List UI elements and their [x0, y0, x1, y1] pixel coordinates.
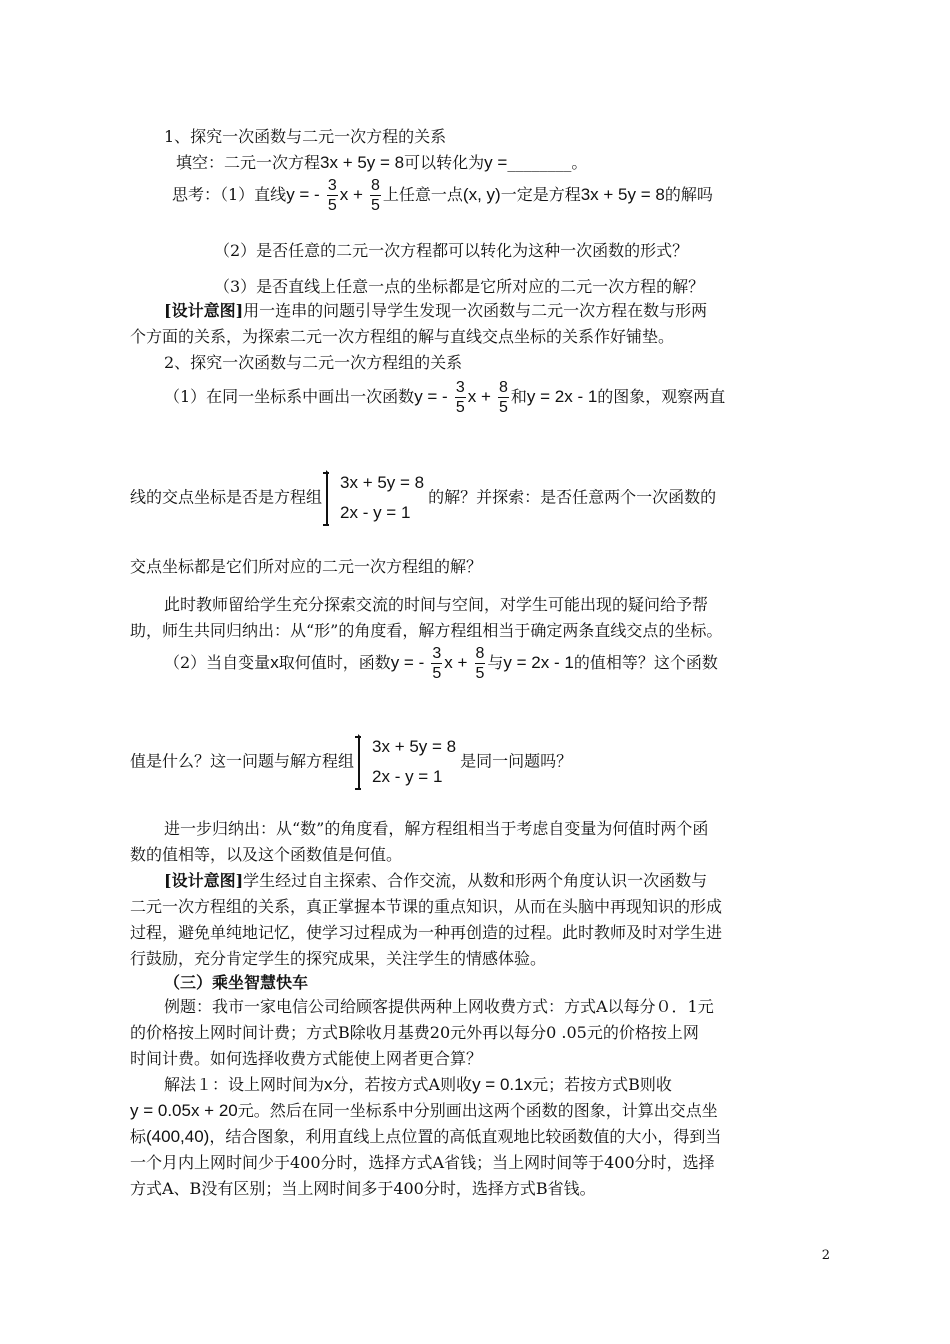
- fraction: $\frac{3}{5}$: [455, 379, 465, 416]
- task-line-1: （1）在同一坐标系中画出一次函数y = - $\frac{3}{5}$ x + $\frac{8}{5}$ 和y = 2x - 1的图象，观察两直: [164, 379, 726, 416]
- heading-1: 1、探究一次函数与二元一次方程的关系: [164, 127, 447, 146]
- brace-icon: [326, 470, 334, 526]
- design-intent-2: [设计意图]学生经过自主探索、合作交流，从数和形两个角度认识一次函数与: [164, 871, 708, 890]
- think-line-2: （2）是否任意的二元一次方程都可以转化为这种一次函数的形式？: [214, 241, 689, 260]
- fraction: $\frac{8}{5}$: [498, 379, 508, 416]
- solution-line: y = 0.05x + 20元。然后在同一坐标系中分别画出这两个函数的图象，计算出交点坐: [130, 1101, 718, 1120]
- solution-line: 方式A、B没有区别；当上网时间多于400分时，选择方式B省钱。: [130, 1179, 596, 1198]
- task-line-2: （2）当自变量x取何值时，函数y = - $\frac{3}{5}$ x + $\frac{8}{5}$ 与y = 2x - 1的值相等？这个函数: [164, 645, 718, 682]
- body-text: 助，师生共同归纳出：从“形”的角度看，解方程组相当于确定两条直线交点的坐标。: [130, 621, 723, 640]
- fraction: $\frac{8}{5}$: [475, 645, 485, 682]
- fill-blank-line: 填空：二元一次方程3x + 5y = 8可以转化为y =________。: [176, 153, 588, 172]
- example-text: 时间计费。如何选择收费方式能使上网者更合算？: [130, 1049, 483, 1068]
- think-line-3: （3）是否直线上任意一点的坐标都是它所对应的二元一次方程的解？: [214, 277, 705, 296]
- body-text: 进一步归纳出：从“数”的角度看，解方程组相当于考虑自变量为何值时两个函: [164, 819, 709, 838]
- system-line-2: 值是什么？这一问题与解方程组 3x + 5y = 8 2x - y = 1 是同一问题吗？: [130, 732, 830, 792]
- body-text: 个方面的关系，为探索二元一次方程组的解与直线交点坐标的关系作好铺垫。: [130, 327, 675, 346]
- fraction: $\frac{3}{5}$: [432, 645, 442, 682]
- section-heading: （三）乘坐智慧快车: [164, 973, 309, 992]
- body-text: 此时教师留给学生充分探索交流的时间与空间，对学生可能出现的疑问给予帮: [164, 595, 709, 614]
- body-text: 二元一次方程组的关系，真正掌握本节课的重点知识，从而在头脑中再现知识的形成: [130, 897, 723, 916]
- page-number: 2: [821, 1248, 830, 1263]
- think-line-1: 思考：（1）直线y = - $\frac{3}{5}$ x + $\frac{8}{5}$ 上任意一点(x, y)一定是方程3x + 5y = 8的解吗: [172, 177, 713, 214]
- fraction: $\frac{3}{5}$: [327, 177, 337, 214]
- fraction: $\frac{8}{5}$: [370, 177, 380, 214]
- system-line-1: 线的交点坐标是否是方程组 3x + 5y = 8 2x - y = 1 的解？并探索：是否任意两个一次函数的: [130, 468, 830, 528]
- example-text: 的价格按上网时间计费；方式B除收月基费20元外再以每分0 .05元的价格按上网: [130, 1023, 699, 1042]
- equation-system: 3x + 5y = 8 2x - y = 1: [326, 468, 424, 528]
- solution-line: 一个月内上网时间少于400分时，选择方式A省钱；当上网时间等于400分时，选择: [130, 1153, 715, 1172]
- brace-icon: [358, 734, 366, 790]
- body-text: 交点坐标都是它们所对应的二元一次方程组的解？: [130, 557, 483, 576]
- body-text: 行鼓励，充分肯定学生的探究成果，关注学生的情感体验。: [130, 949, 547, 968]
- body-text: 过程，避免单纯地记忆，使学习过程成为一种再创造的过程。此时教师及时对学生进: [130, 923, 723, 942]
- solution-line: 标(400,40)，结合图象，利用直线上点位置的高低直观地比较函数值的大小，得到当: [130, 1127, 722, 1146]
- heading-2: 2、探究一次函数与二元一次方程组的关系: [164, 353, 463, 372]
- equation-system: 3x + 5y = 8 2x - y = 1: [358, 732, 456, 792]
- example-text: 例题：我市一家电信公司给顾客提供两种上网收费方式：方式A以每分０．1元: [164, 997, 714, 1016]
- design-intent-1: [设计意图]用一连串的问题引导学生发现一次函数与二元一次方程在数与形两: [164, 301, 708, 320]
- solution-line: 解法１：设上网时间为x分，若按方式A则收y = 0.1x元；若按方式B则收: [164, 1075, 672, 1094]
- body-text: 数的值相等，以及这个函数值是何值。: [130, 845, 403, 864]
